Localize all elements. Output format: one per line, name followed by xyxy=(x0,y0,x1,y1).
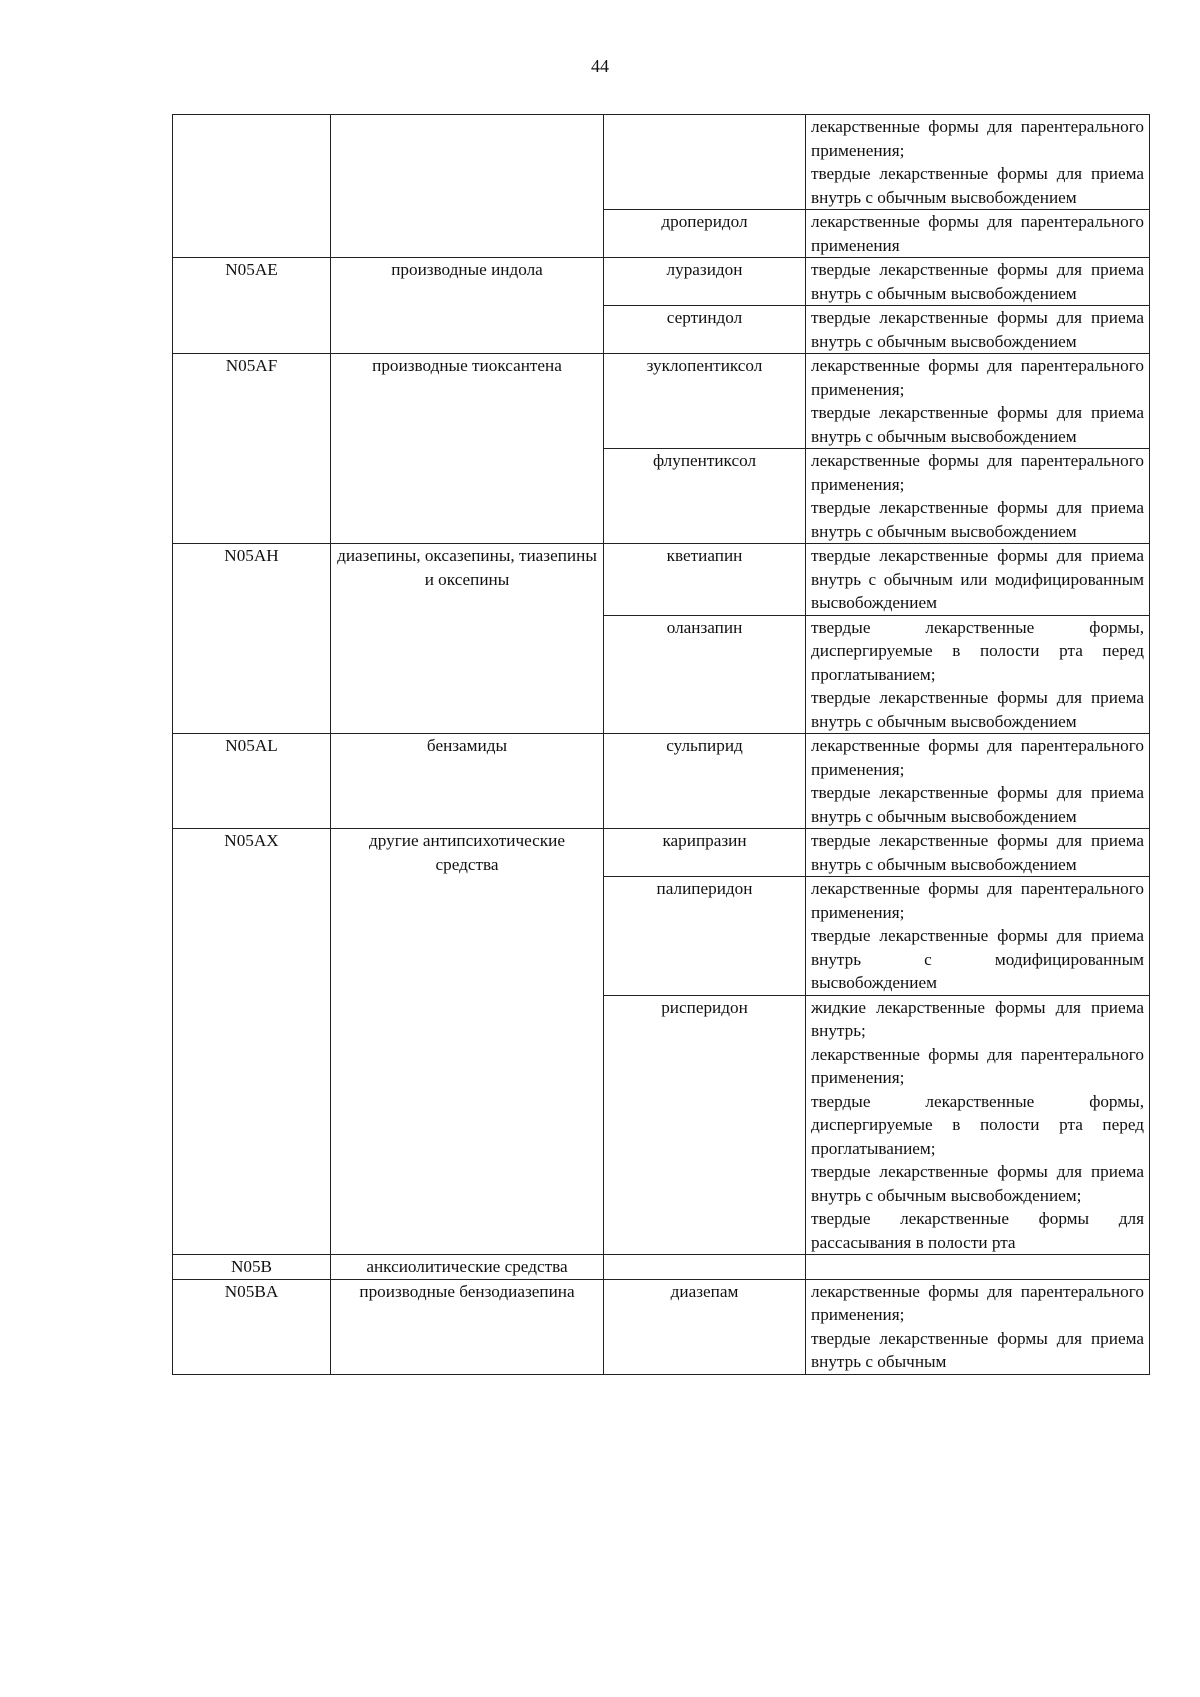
dosage-form-text: лекарственные формы для парентерального применения; xyxy=(811,736,1144,779)
dosage-form-text: твердые лекарственные формы для приема внутрь с обычным высвобождением xyxy=(811,498,1144,541)
dosage-form-text: твердые лекарственные формы для приема внутрь с обычным высвобождением xyxy=(811,831,1144,874)
dosage-form-text: лекарственные формы для парентерального применения; xyxy=(811,1281,1144,1324)
dosage-form-text: лекарственные формы для парентерального применения; xyxy=(811,117,1144,160)
dosage-form-text: лекарственные формы для парентерального применения; xyxy=(811,356,1144,399)
dosage-forms-cell xyxy=(806,615,1150,734)
drug-name-cell: сертиндол xyxy=(604,306,806,354)
dosage-form-text: лекарственные формы для парентерального применения; xyxy=(811,1044,1144,1087)
atc-code-cell: N05AX xyxy=(173,829,331,1255)
atc-code-cell: N05AL xyxy=(173,734,331,829)
dosage-forms-cell xyxy=(806,995,1150,1255)
atc-code-cell: N05B xyxy=(173,1255,331,1280)
dosage-form-text: твердые лекарственные формы для приема внутрь с обычным высвобождением xyxy=(811,783,1144,826)
drug-name-cell: оланзапин xyxy=(604,615,806,734)
drug-name-cell xyxy=(604,1255,806,1280)
drug-list-table xyxy=(172,114,1150,1375)
dosage-form-text: твердые лекарственные формы для приема внутрь с обычным или модифицированным высвобождением xyxy=(811,546,1144,612)
dosage-form-text: твердые лекарственные формы для приема внутрь с обычным xyxy=(811,1328,1144,1371)
drug-name-cell: флупентиксол xyxy=(604,449,806,544)
drug-name-cell: луразидон xyxy=(604,258,806,306)
atc-code-cell: N05AF xyxy=(173,354,331,544)
table-row xyxy=(173,1279,1150,1374)
dosage-forms-cell xyxy=(806,354,1150,449)
table-row xyxy=(173,354,1150,449)
dosage-form-text: твердые лекарственные формы, диспергируемые в полости рта перед проглатыванием; xyxy=(811,617,1144,684)
dosage-form-text: твердые лекарственные формы для приема внутрь с обычным высвобождением xyxy=(811,164,1144,207)
dosage-forms-cell xyxy=(806,306,1150,354)
dosage-form-text: твердые лекарственные формы для приема внутрь с обычным высвобождением xyxy=(811,308,1144,351)
table-row xyxy=(173,258,1150,306)
dosage-forms-cell xyxy=(806,449,1150,544)
group-name-cell: производные индола xyxy=(331,258,604,354)
atc-code-cell: N05BA xyxy=(173,1279,331,1374)
group-name-cell: анксиолитические средства xyxy=(331,1255,604,1280)
drug-name-cell xyxy=(604,115,806,210)
dosage-forms-cell xyxy=(806,210,1150,258)
group-name-cell: другие антипсихотические средства xyxy=(331,829,604,1255)
dosage-forms-cell xyxy=(806,877,1150,996)
dosage-form-text: лекарственные формы для парентерального применения; xyxy=(811,879,1144,922)
table-row xyxy=(173,734,1150,829)
table-row xyxy=(173,544,1150,616)
dosage-forms-cell xyxy=(806,544,1150,616)
drug-name-cell: кветиапин xyxy=(604,544,806,616)
drug-name-cell: диазепам xyxy=(604,1279,806,1374)
dosage-form-text: твердые лекарственные формы для приема внутрь с обычным высвобождением xyxy=(811,403,1144,446)
table-row xyxy=(173,115,1150,210)
drug-name-cell: палиперидон xyxy=(604,877,806,996)
group-name-cell: бензамиды xyxy=(331,734,604,829)
dosage-form-text: твердые лекарственные формы для приема внутрь с обычным высвобождением; xyxy=(811,1162,1144,1205)
page-number: 44 xyxy=(591,56,609,76)
drug-name-cell: зуклопентиксол xyxy=(604,354,806,449)
atc-code-cell xyxy=(173,115,331,258)
dosage-form-text: лекарственные формы для парентерального применения; xyxy=(811,451,1144,494)
dosage-form-text: твердые лекарственные формы для рассасывания в полости рта xyxy=(811,1209,1144,1252)
dosage-form-text: твердые лекарственные формы для приема внутрь с обычным высвобождением xyxy=(811,688,1144,731)
drug-name-cell: сульпирид xyxy=(604,734,806,829)
dosage-forms-cell xyxy=(806,115,1150,210)
group-name-cell xyxy=(331,115,604,258)
dosage-forms-cell xyxy=(806,1255,1150,1280)
table-row xyxy=(173,829,1150,877)
dosage-form-text: жидкие лекарственные формы для приема внутрь; xyxy=(811,997,1144,1040)
dosage-forms-cell xyxy=(806,734,1150,829)
dosage-form-text: твердые лекарственные формы, диспергируемые в полости рта перед проглатыванием; xyxy=(811,1091,1144,1158)
atc-code-cell: N05AE xyxy=(173,258,331,354)
dosage-form-text: лекарственные формы для парентерального применения xyxy=(811,212,1144,255)
dosage-forms-cell xyxy=(806,1279,1150,1374)
atc-code-cell: N05AH xyxy=(173,544,331,734)
drug-name-cell: рисперидон xyxy=(604,995,806,1255)
table-row xyxy=(173,1255,1150,1280)
dosage-form-text: твердые лекарственные формы для приема внутрь с модифицированным высвобождением xyxy=(811,926,1144,992)
group-name-cell: диазепины, оксазепины, тиазепины и оксепины xyxy=(331,544,604,734)
group-name-cell: производные бензодиазепина xyxy=(331,1279,604,1374)
drug-name-cell: дроперидол xyxy=(604,210,806,258)
dosage-forms-cell xyxy=(806,258,1150,306)
dosage-forms-cell xyxy=(806,829,1150,877)
group-name-cell: производные тиоксантена xyxy=(331,354,604,544)
drug-name-cell: карипразин xyxy=(604,829,806,877)
dosage-form-text: твердые лекарственные формы для приема внутрь с обычным высвобождением xyxy=(811,260,1144,303)
